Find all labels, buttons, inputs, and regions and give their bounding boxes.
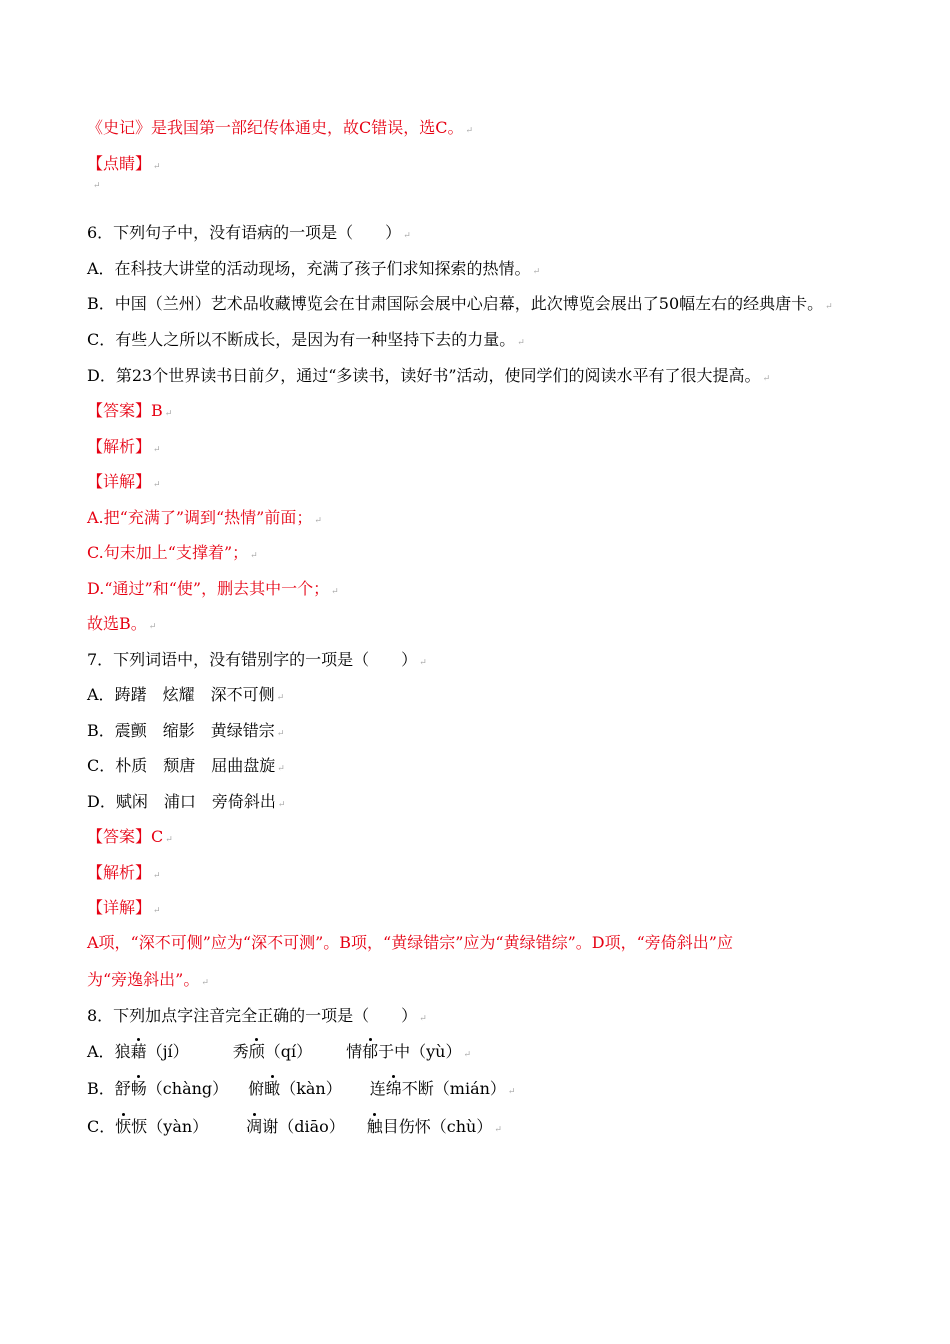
paragraph-mark-icon: ↵ [153, 906, 161, 916]
explanation-text: A项，“深不可侧”应为“深不可测”。B项，“黄绿错宗”应为“黄绿错综”。D项，“旁倚斜出”应 [87, 933, 733, 952]
paragraph-mark-icon: ↵ [463, 1050, 472, 1060]
word-1-suffix: 恹 [131, 1117, 148, 1136]
paragraph-mark-icon: ↵ [153, 871, 161, 881]
question-6-explanation-d [87, 578, 339, 603]
paragraph-mark-icon: ↵ [250, 551, 258, 561]
question-7-stem [87, 649, 427, 674]
paragraph-mark-icon: ↵ [276, 693, 285, 703]
question-6-option-a [87, 258, 540, 283]
option-label: C． [87, 756, 116, 775]
question-8-text: 8．下列加点字注音完全正确的一项是（ ） [87, 1006, 418, 1025]
word-1-dotted-char: 畅 [130, 1079, 147, 1098]
word-2-pinyin: （kàn） [280, 1079, 342, 1098]
word-3: 屈曲盘旋 [211, 756, 276, 775]
word-2: 颓唐 [163, 756, 196, 775]
word-2-dotted-char: 瞰 [264, 1079, 281, 1098]
explanation-text: A.把“充满了”调到“热情”前面； [87, 508, 313, 527]
option-text: D．第23个世界读书日前夕，通过“多读书，读好书”活动，使同学们的阅读水平有了很大提高。 [87, 366, 761, 385]
explanation-text: 为“旁逸斜出”。 [87, 970, 200, 989]
word-3-pinyin: （yù） [410, 1042, 462, 1061]
paragraph-mark-icon: ↵ [507, 1087, 516, 1097]
question-6-explanation-c [87, 542, 258, 567]
word-1: 踌躇 [114, 685, 147, 704]
conclusion-text: 故选B。 [87, 614, 147, 633]
question-7-option-a [87, 684, 284, 709]
word-2-prefix: 秀 [232, 1042, 249, 1061]
question-7-option-c [87, 755, 285, 780]
question-7-answer [87, 826, 173, 851]
question-6-option-d [87, 365, 770, 390]
paragraph-mark-icon: ↵ [532, 267, 541, 277]
answer-text: 【答案】C [87, 827, 164, 846]
word-3: 黄绿错宗 [210, 721, 275, 740]
explanation-text: D.“通过”和“使”，删去其中一个； [87, 579, 330, 598]
option-label: A． [87, 1042, 115, 1061]
paragraph-mark-icon: ↵ [517, 338, 525, 348]
answer-note [87, 117, 473, 142]
word-3-suffix: 于中 [378, 1042, 411, 1061]
word-2-dotted-char: 颀 [248, 1042, 265, 1061]
word-3-prefix: 情 [346, 1042, 363, 1061]
analysis-label: 【解析】 [87, 863, 152, 882]
detail-label: 【详解】 [87, 472, 152, 491]
option-label: B． [87, 1079, 115, 1098]
paragraph-mark-icon: ↵ [331, 587, 339, 597]
paragraph-mark-icon: ↵ [403, 231, 411, 241]
word-2-pinyin: （qí） [264, 1042, 313, 1061]
word-2-dotted-char: 凋 [246, 1117, 263, 1136]
word-1-pinyin: （yàn） [147, 1117, 209, 1136]
word-2: 浦口 [163, 792, 196, 811]
dianjing-label: 【点睛】 [87, 154, 152, 173]
option-label: B． [87, 721, 115, 740]
word-1-prefix: 狼 [114, 1042, 131, 1061]
word-3-suffix: 不断 [401, 1079, 434, 1098]
word-3-suffix: 目伤怀 [382, 1117, 431, 1136]
paragraph-mark-icon: ↵ [153, 162, 161, 172]
question-6-option-c [87, 329, 525, 354]
word-3-prefix: 连 [369, 1079, 386, 1098]
question-6-detail [87, 471, 161, 496]
question-7-text: 7．下列词语中，没有错别字的一项是（ ） [87, 650, 418, 669]
word-3-dotted-char: 触 [366, 1117, 383, 1136]
word-1-pinyin: （jí） [146, 1042, 189, 1061]
word-2-pinyin: （diāo） [278, 1117, 345, 1136]
word-2: 炫耀 [162, 685, 195, 704]
paragraph-mark-icon: ↵ [165, 835, 173, 845]
option-label: D． [87, 792, 116, 811]
word-1: 朴质 [115, 756, 148, 775]
question-6-conclusion [87, 613, 156, 638]
word-3-dotted-char: 绵 [385, 1079, 402, 1098]
empty-paragraph [87, 172, 101, 197]
paragraph-mark-icon: ↵ [465, 126, 474, 136]
paragraph-mark-icon: ↵ [164, 409, 173, 419]
paragraph-mark-icon: ↵ [148, 622, 157, 632]
question-8-option-a [87, 1041, 471, 1066]
paragraph-mark-icon: ↵ [494, 1125, 502, 1135]
answer-note-text: 《史记》是我国第一部纪传体通史，故C错误，选C。 [87, 118, 464, 137]
paragraph-mark-icon: ↵ [277, 764, 285, 774]
explanation-text: C.句末加上“支撑着”； [87, 543, 249, 562]
paragraph-mark-icon: ↵ [153, 480, 161, 490]
paragraph-mark-icon: ↵ [201, 978, 209, 988]
question-6-text: 6．下列句子中，没有语病的一项是（ ） [87, 223, 402, 242]
question-8-option-c [87, 1116, 502, 1141]
paragraph-mark-icon: ↵ [419, 658, 427, 668]
option-text: A．在科技大讲堂的活动现场，充满了孩子们求知探索的热情。 [87, 259, 531, 278]
question-6-option-b [87, 293, 833, 318]
word-3: 深不可侧 [210, 685, 275, 704]
question-7-analysis [87, 862, 161, 887]
word-3-pinyin: （chù） [430, 1117, 493, 1136]
paragraph-mark-icon: ↵ [276, 729, 285, 739]
option-label: C． [87, 1117, 116, 1136]
analysis-label: 【解析】 [87, 437, 152, 456]
word-2-prefix: 俯 [248, 1079, 265, 1098]
paragraph-mark-icon: ↵ [314, 516, 322, 526]
answer-text: 【答案】B [87, 401, 163, 420]
word-1: 赋闲 [115, 792, 148, 811]
question-7-option-d [87, 791, 285, 816]
detail-label: 【详解】 [87, 898, 152, 917]
word-2-suffix: 谢 [262, 1117, 279, 1136]
option-text: C．有些人之所以不断成长，是因为有一种坚持下去的力量。 [87, 330, 516, 349]
question-6-stem [87, 222, 411, 247]
word-2: 缩影 [162, 721, 195, 740]
option-text: B．中国（兰州）艺术品收藏博览会在甘肃国际会展中心启幕，此次博览会展出了50幅左右的经典唐卡。 [87, 294, 824, 313]
paragraph-mark-icon: ↵ [93, 181, 101, 191]
option-label: A． [87, 685, 115, 704]
word-1: 震颤 [114, 721, 147, 740]
word-3: 旁倚斜出 [211, 792, 276, 811]
question-7-explanation-1 [87, 932, 733, 954]
question-7-detail [87, 897, 161, 922]
question-6-answer [87, 400, 172, 425]
word-1-pinyin: （chàng） [146, 1079, 229, 1098]
paragraph-mark-icon: ↵ [825, 302, 833, 312]
question-8-option-b [87, 1078, 515, 1103]
word-1-dotted-char: 藉 [130, 1042, 147, 1061]
paragraph-mark-icon: ↵ [277, 800, 286, 810]
question-6-analysis [87, 436, 161, 461]
question-6-explanation-a [87, 507, 322, 532]
question-7-option-b [87, 720, 284, 745]
word-3-pinyin: （mián） [433, 1079, 506, 1098]
paragraph-mark-icon: ↵ [419, 1014, 427, 1024]
word-1-dotted-char: 恹 [115, 1117, 132, 1136]
word-1-prefix: 舒 [114, 1079, 131, 1098]
paragraph-mark-icon: ↵ [153, 445, 161, 455]
word-3-dotted-char: 郁 [362, 1042, 379, 1061]
paragraph-mark-icon: ↵ [762, 374, 771, 384]
question-7-explanation-2 [87, 969, 209, 994]
question-8-stem [87, 1005, 427, 1030]
